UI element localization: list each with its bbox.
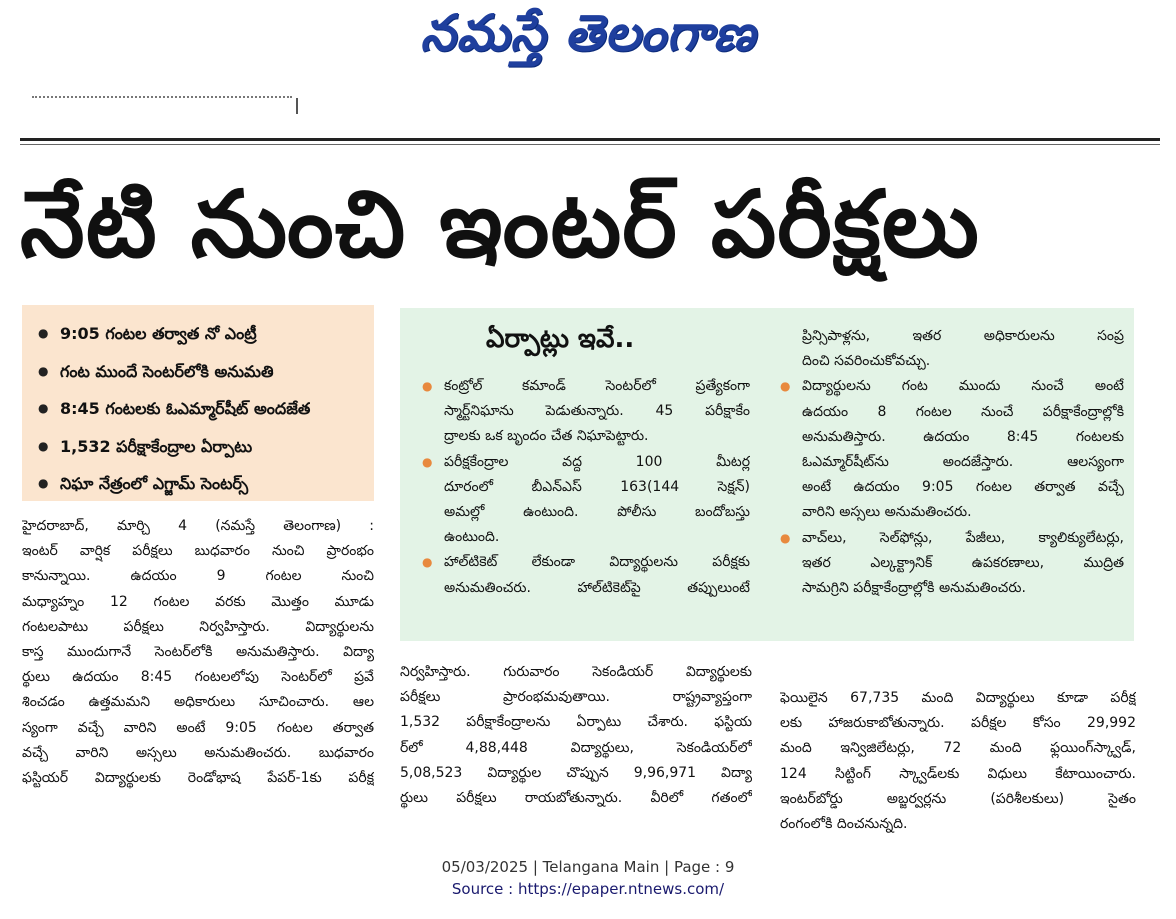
article-column-1	[22, 514, 374, 791]
text-line: పరీక్షలు ప్రారంభమవుతాయి. రాష్ట్రవ్యాప్తంగా	[400, 689, 752, 706]
arrangements-right-column	[778, 324, 1124, 601]
text-line: ఉదయం 8 గంటల నుంచే పరీక్షాకేంద్రాల్లోకి	[802, 403, 1124, 420]
text-line: దూరంలో బీఎన్‌ఎస్ 163(144 సెక్షన్)	[444, 478, 750, 495]
footer-source-link[interactable]: Source : https://epaper.ntnews.com/	[451, 880, 725, 898]
text-line: ఇంటర్ వార్షిక పరీక్షలు బుధవారం నుంచి ప్రారంభం	[22, 543, 374, 560]
text-line: ర్థులు ఉదయం 8:45 గంటలలోపు సెంటర్‌లో ప్రవే	[22, 669, 374, 686]
text-line: ప్రిన్సిపాళ్లను, ఇతర అధికారులను సంప్ర	[802, 328, 1124, 344]
text-line: ● వాచ్‌లు, సెల్‌ఫోన్లు, పేజీలు, క్యాలిక్యులేటర్లు,	[802, 529, 1124, 546]
text-line: ఫెయిలైన 67,735 మంది విద్యార్థులు కూడా పరీక్ష	[780, 690, 1136, 706]
text-line: ● కంట్రోల్ కమాండ్ సెంటర్‌లో ప్రత్యేకంగా	[444, 378, 750, 394]
highlight-item: ● నిఘా నేత్రంలో ఎగ్జామ్ సెంటర్స్	[38, 465, 364, 503]
continued-text	[778, 324, 1124, 374]
text-line: ఇంటర్‌బోర్డు అబ్జర్వర్లను (పరిశీలకులు) సైతం	[780, 790, 1136, 807]
text-line: దించి సవరించుకోవచ్చు.	[802, 353, 931, 370]
text-line: ఓఎమ్మార్‌షీట్‌ను అందజేస్తారు. ఆలస్యంగా	[802, 454, 1124, 471]
article-column-3	[780, 686, 1136, 837]
footer-edition-info: 05/03/2025 | Telangana Main | Page : 9	[441, 858, 735, 876]
text-line: ఫస్టియర్ విద్యార్థులకు రెండోభాష పేపర్-1కు పరీక్ష	[22, 770, 374, 787]
text-line: ● హాల్‌టికెట్ లేకుండా విద్యార్థులను పరీక్షకు	[444, 554, 750, 571]
arrangements-box	[400, 308, 1134, 641]
text-line: ఉంటుంది.	[444, 529, 500, 546]
headline-rule	[20, 138, 1160, 141]
text-line: కాస్త ముందుగానే సెంటర్‌లోకి అనుమతిస్తారు. విద్యా	[22, 644, 374, 661]
text-line: 124 సిట్టింగ్ స్క్వాడ్‌లకు విధులు కేటాయించారు.	[780, 765, 1136, 782]
dotted-divider	[32, 96, 292, 102]
text-line: వారిని అస్సలు అనుమతించరు.	[802, 504, 972, 521]
text-line: 1,532 పరీక్షాకేంద్రాలను ఏర్పాటు చేశారు. ఫస్టియ	[400, 714, 752, 731]
text-line: స్యంగా వచ్చే వారిని అంటే 9:05 గంటల తర్వాత	[22, 719, 374, 736]
text-line: ● విద్యార్థులను గంట ముందు నుంచే అంటే	[802, 378, 1124, 395]
text-line: కానున్నాయి. ఉదయం 9 గంటల నుంచి	[22, 568, 374, 585]
headline-rule-thin	[20, 144, 1160, 145]
headline: నేటి నుంచి ఇంటర్ పరీక్షలు	[20, 171, 980, 278]
page-footer	[0, 856, 1176, 900]
text-line: స్మార్ట్‌నిఘాను పెడుతున్నారు. 45 పరీక్షాకేం	[444, 403, 750, 420]
text-line: ర్‌లో 4,88,448 విద్యార్థులు, సెకండియర్‌లో	[400, 739, 752, 756]
text-line: సామగ్రిని పరీక్షాకేంద్రాల్లోకి అనుమతించరు.	[802, 580, 1026, 597]
text-line: అనుమతిస్తారు. ఉదయం 8:45 గంటలకు	[802, 428, 1124, 445]
arrangement-bullet	[778, 526, 1124, 602]
text-line: వచ్చే వారిని అస్సలు అనుమతించరు. బుధవారం	[22, 744, 374, 761]
divider-tick	[296, 98, 298, 114]
text-line: మధ్యాహ్నం 12 గంటల వరకు మొత్తం మూడు	[22, 593, 374, 610]
text-line: ర్థులు పరీక్షలు రాయబోతున్నారు. వీరిలో గతంలో	[400, 790, 752, 807]
text-line: రంగంలోకి దించనున్నది.	[780, 816, 908, 833]
highlights-box	[22, 305, 374, 501]
highlight-item: ● 1,532 పరీక్షాకేంద్రాల ఏర్పాటు	[38, 428, 364, 466]
highlight-item: ● 8:45 గంటలకు ఓఎమ్మార్‌షీట్ అందజేత	[38, 390, 364, 428]
arrangements-title: ఏర్పాట్లు ఇవే..	[486, 324, 635, 354]
arrangement-bullet	[420, 374, 750, 450]
text-line: హైదరాబాద్, మార్చి 4 (నమస్తే తెలంగాణ) :	[22, 518, 374, 534]
newspaper-masthead: నమస్తే తెలంగాణ	[420, 4, 756, 62]
text-line: గంటలపాటు పరీక్షలు నిర్వహిస్తారు. విద్యార్థులను	[22, 618, 374, 635]
text-line: అమల్లో ఉంటుంది. పోలీసు బందోబస్తు	[444, 504, 750, 521]
text-line: నిర్వహిస్తారు. గురువారం సెకండియర్ విద్యార్థులకు	[400, 664, 752, 680]
arrangements-left-column	[420, 374, 750, 601]
arrangement-bullet	[420, 550, 750, 600]
highlight-item: ● 9:05 గంటల తర్వాత నో ఎంట్రీ	[38, 315, 364, 353]
text-line: లకు హాజరుకాబోతున్నారు. పరీక్షల కోసం 29,992	[780, 715, 1136, 732]
text-line: 5,08,523 విద్యార్థుల చొప్పున 9,96,971 విద్యా	[400, 764, 752, 781]
text-line: ఇతర ఎల్కక్ట్రానిక్ ఉపకరణాలు, ముద్రిత	[802, 554, 1124, 571]
highlight-item: ● గంట ముందే సెంటర్‌లోకి అనుమతి	[38, 353, 364, 391]
text-line: మంది ఇన్విజిలేటర్లు, 72 మంది ఫ్లయింగ్‌స్క్వాడ్,	[780, 740, 1136, 757]
text-line: ● పరీక్షకేంద్రాల వద్ద 100 మీటర్ల	[444, 453, 750, 470]
text-line: ద్రాలకు ఒక బృందం చేత నిఘాపెట్టారు.	[444, 428, 649, 445]
article-column-2	[400, 660, 752, 811]
text-line: శించడం ఉత్తమమని అధికారులు సూచించారు. ఆల	[22, 694, 374, 711]
text-line: అంటే ఉదయం 9:05 గంటల తర్వాత వచ్చే	[802, 479, 1124, 496]
text-line: అనుమతించరు. హాల్‌టికెట్‌పై తప్పులుంటే	[444, 579, 750, 596]
arrangement-bullet	[778, 374, 1124, 525]
arrangement-bullet	[420, 450, 750, 551]
